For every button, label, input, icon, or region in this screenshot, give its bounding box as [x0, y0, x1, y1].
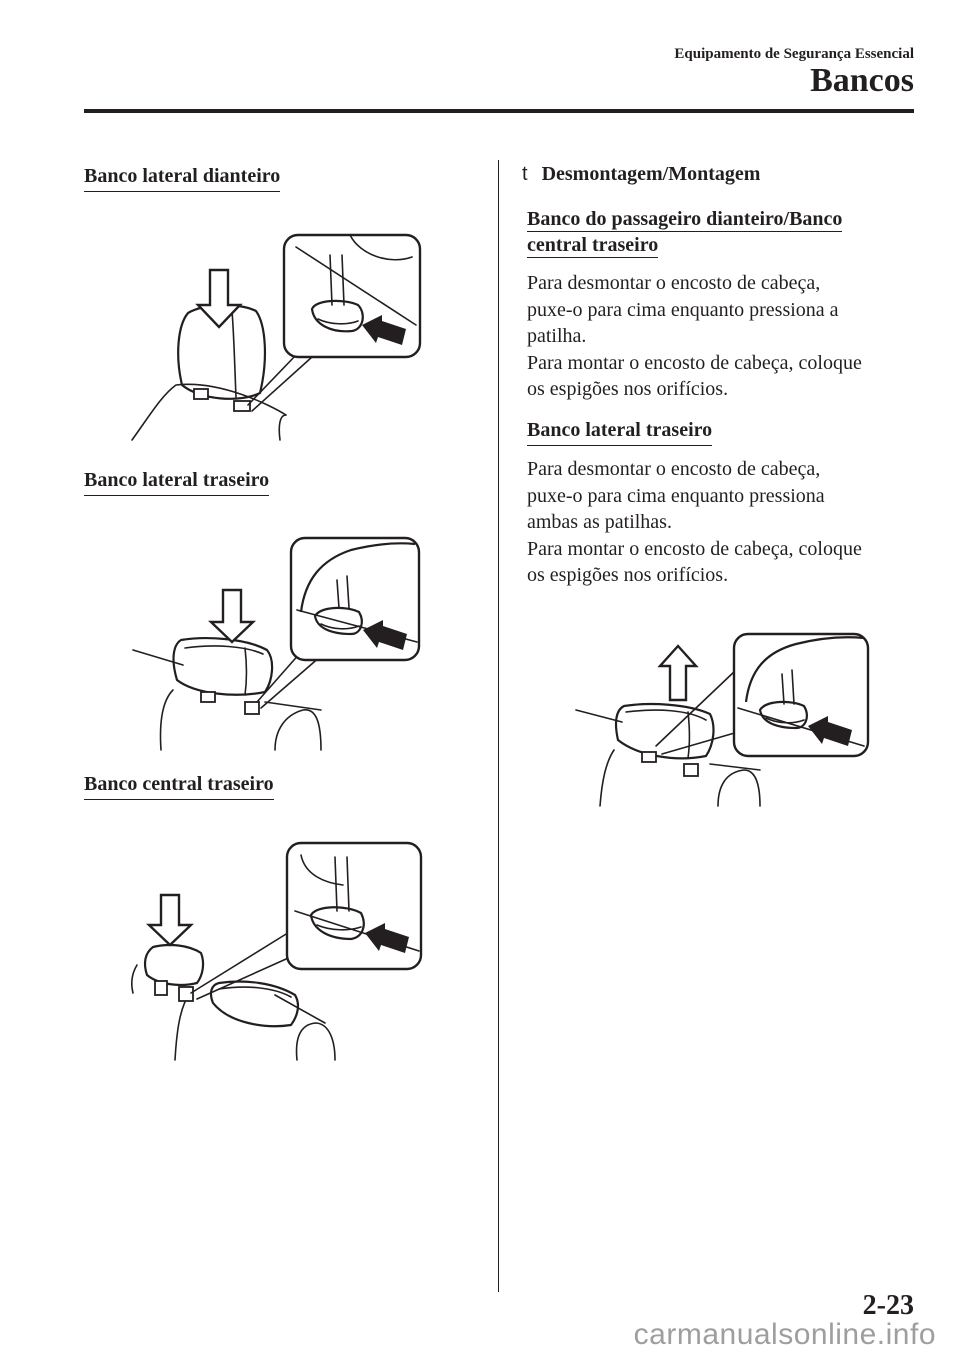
seat-back-outline	[132, 384, 286, 440]
column-divider	[498, 160, 499, 1292]
page-title: Bancos	[810, 62, 914, 99]
bullet-marker: t	[522, 163, 528, 185]
down-arrow-icon	[149, 895, 191, 945]
page-number: 2-23	[862, 1290, 914, 1321]
rear-outboard-seat-heading: Banco lateral traseiro	[527, 418, 712, 446]
rear-outboard-heading: Banco lateral traseiro	[84, 468, 269, 496]
headrest-shape	[616, 704, 713, 776]
passenger-heading-line2: central traseiro	[527, 234, 659, 256]
up-arrow-icon	[660, 646, 696, 700]
rear-center-heading: Banco central traseiro	[84, 772, 274, 800]
front-outboard-heading: Banco lateral dianteiro	[84, 164, 280, 192]
rear-outboard-instructions: Para desmontar o encosto de cabeça, puxe-o para cima enquanto pressiona ambas as patilhas. Para montar o encosto de cabeça, coloque os espigões nos orifícios.	[527, 458, 862, 587]
passenger-heading-line1: Banco do passageiro dianteiro/Banco	[527, 208, 843, 230]
section-title: Equipamento de Segurança Essencial	[674, 46, 914, 62]
header-divider	[84, 109, 914, 113]
watermark: carmanualsonline.info	[633, 1318, 936, 1351]
front-outboard-headrest-illustration	[120, 225, 430, 450]
rear-outboard-headrest-illustration	[125, 530, 435, 755]
seat-back-outline	[132, 965, 335, 1060]
callout-leader-lines	[248, 355, 312, 411]
down-arrow-icon	[198, 270, 240, 327]
rear-outboard-removal-illustration	[570, 630, 880, 815]
center-headrest-shape	[145, 945, 203, 1001]
callout-leader-lines	[656, 670, 738, 754]
rear-center-headrest-illustration	[125, 835, 435, 1065]
removal-heading	[522, 163, 760, 186]
down-arrow-icon	[211, 590, 253, 642]
passenger-seat-instructions: Para desmontar o encosto de cabeça, puxe-o para cima enquanto pressiona a patilha. Para montar o encosto de cabeça, coloque os espigões nos orifícios.	[527, 272, 862, 401]
outboard-headrest-shape	[211, 982, 298, 1027]
passenger-seat-heading	[527, 206, 842, 258]
seat-back-outline	[133, 650, 321, 750]
removal-heading-text: Desmontagem/Montagem	[541, 163, 761, 185]
